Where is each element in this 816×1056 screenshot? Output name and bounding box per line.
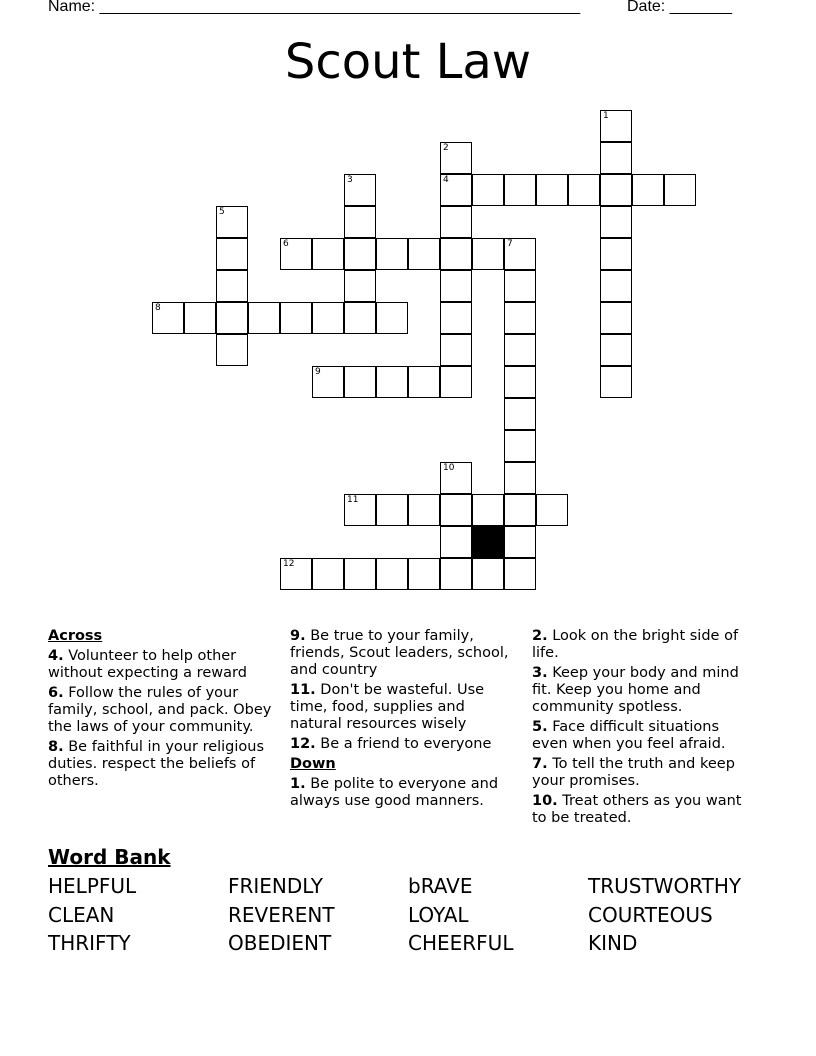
grid-cell[interactable] — [216, 238, 248, 270]
grid-cell[interactable] — [632, 174, 664, 206]
grid-cell[interactable] — [504, 174, 536, 206]
word-bank-item: TRUSTWORTHY — [588, 874, 742, 898]
grid-cell[interactable] — [600, 110, 632, 142]
cell-number: 4 — [443, 175, 449, 185]
grid-cell[interactable] — [344, 302, 376, 334]
grid-cell[interactable] — [536, 174, 568, 206]
grid-cell[interactable] — [312, 366, 344, 398]
grid-cell[interactable] — [344, 558, 376, 590]
grid-block — [472, 526, 504, 558]
clue-down-3: 3. Keep your body and mind fit. Keep you home and community spotless. — [532, 665, 739, 715]
grid-cell[interactable] — [376, 238, 408, 270]
grid-cell[interactable] — [408, 558, 440, 590]
grid-cell[interactable] — [440, 174, 472, 206]
word-bank-item: CHEERFUL — [408, 931, 514, 955]
down-heading: Down — [290, 756, 336, 772]
grid-cell[interactable] — [216, 334, 248, 366]
word-bank-item: OBEDIENT — [228, 931, 332, 955]
grid-cell[interactable] — [472, 494, 504, 526]
grid-cell[interactable] — [376, 558, 408, 590]
grid-cell[interactable] — [440, 206, 472, 238]
grid-cell[interactable] — [376, 366, 408, 398]
grid-cell[interactable] — [376, 302, 408, 334]
page-title: Scout Law — [284, 34, 532, 90]
grid-cell[interactable] — [344, 206, 376, 238]
grid-cell[interactable] — [344, 174, 376, 206]
grid-cell[interactable] — [600, 270, 632, 302]
grid-cell[interactable] — [440, 302, 472, 334]
grid-cell[interactable] — [504, 398, 536, 430]
grid-cell[interactable] — [376, 494, 408, 526]
grid-cell[interactable] — [280, 302, 312, 334]
grid-cell[interactable] — [440, 462, 472, 494]
grid-cell[interactable] — [312, 558, 344, 590]
grid-cell[interactable] — [536, 494, 568, 526]
grid-cell[interactable] — [440, 334, 472, 366]
grid-cell[interactable] — [600, 302, 632, 334]
cell-number: 11 — [347, 495, 359, 505]
clue-down-7: 7. To tell the truth and keep your promises. — [532, 756, 735, 789]
word-bank-title: Word Bank — [48, 845, 171, 869]
grid-cell[interactable] — [504, 238, 536, 270]
grid-cell[interactable] — [504, 302, 536, 334]
grid-cell[interactable] — [280, 238, 312, 270]
grid-cell[interactable] — [216, 206, 248, 238]
clue-across-4: 4. Volunteer to help other without expecting a reward — [48, 648, 247, 681]
word-bank-item: COURTEOUS — [588, 903, 713, 927]
cell-number: 6 — [283, 239, 289, 249]
clue-down-1: 1. Be polite to everyone and always use good manners. — [290, 776, 499, 809]
grid-cell[interactable] — [600, 142, 632, 174]
word-bank-item: LOYAL — [408, 903, 469, 927]
grid-cell[interactable] — [440, 238, 472, 270]
clue-down-10: 10. Treat others as you want to be treated. — [532, 793, 742, 826]
grid-cell[interactable] — [600, 366, 632, 398]
clues-column-1 — [48, 628, 276, 793]
grid-cell[interactable] — [472, 558, 504, 590]
word-bank-item: FRIENDLY — [228, 874, 323, 898]
clue-across-12: 12. Be a friend to everyone — [290, 736, 492, 752]
grid-cell[interactable] — [568, 174, 600, 206]
clues-column-3 — [532, 628, 758, 830]
clue-across-9: 9. Be true to your family, friends, Scout leaders, school, and country — [290, 628, 509, 678]
grid-cell[interactable] — [472, 238, 504, 270]
clue-across-11: 11. Don't be wasteful. Use time, food, supplies and natural resources wisely — [290, 682, 485, 732]
grid-cell[interactable] — [184, 302, 216, 334]
cell-number: 12 — [283, 559, 295, 569]
grid-cell[interactable] — [344, 238, 376, 270]
grid-cell[interactable] — [440, 142, 472, 174]
grid-cell[interactable] — [312, 302, 344, 334]
grid-cell[interactable] — [344, 366, 376, 398]
grid-cell[interactable] — [152, 302, 184, 334]
grid-cell[interactable] — [312, 238, 344, 270]
clue-down-5: 5. Face difficult situations even when you feel afraid. — [532, 719, 726, 752]
grid-cell[interactable] — [504, 558, 536, 590]
word-bank-item: KIND — [588, 931, 638, 955]
word-bank-item: bRAVE — [408, 874, 473, 898]
cell-number: 1 — [603, 111, 609, 121]
cell-number: 2 — [443, 143, 449, 153]
grid-cell[interactable] — [408, 238, 440, 270]
clue-down-2: 2. Look on the bright side of life. — [532, 628, 739, 661]
grid-cell[interactable] — [344, 494, 376, 526]
word-bank-item: CLEAN — [48, 903, 115, 927]
grid-cell[interactable] — [440, 270, 472, 302]
across-heading: Across — [48, 628, 103, 644]
grid-cell[interactable] — [280, 558, 312, 590]
grid-cell[interactable] — [248, 302, 280, 334]
cell-number: 10 — [443, 463, 455, 473]
word-bank-item: HELPFUL — [48, 874, 137, 898]
grid-cell[interactable] — [440, 494, 472, 526]
grid-cell[interactable] — [600, 206, 632, 238]
cell-number: 8 — [155, 303, 161, 313]
grid-cell[interactable] — [504, 430, 536, 462]
clue-across-8: 8. Be faithful in your religious duties. respect the beliefs of others. — [48, 739, 265, 789]
cell-number: 9 — [315, 367, 321, 377]
grid-cell[interactable] — [600, 334, 632, 366]
name-field-label: Name: ______________________________________________________ — [48, 0, 581, 15]
grid-cell[interactable] — [504, 270, 536, 302]
grid-cell[interactable] — [504, 334, 536, 366]
grid-cell[interactable] — [664, 174, 696, 206]
date-field-label: Date: _______ — [627, 0, 732, 15]
word-bank-item: REVERENT — [228, 903, 335, 927]
grid-cell[interactable] — [440, 366, 472, 398]
grid-cell[interactable] — [504, 526, 536, 558]
cell-number: 3 — [347, 175, 353, 185]
clue-across-6: 6. Follow the rules of your family, school, and pack. Obey the laws of your community. — [48, 685, 272, 735]
grid-cell[interactable] — [408, 494, 440, 526]
cell-number: 7 — [507, 239, 513, 249]
grid-cell[interactable] — [344, 270, 376, 302]
grid-cell[interactable] — [216, 302, 248, 334]
grid-cell[interactable] — [216, 270, 248, 302]
grid-cell[interactable] — [600, 238, 632, 270]
grid-cell[interactable] — [504, 462, 536, 494]
clues-column-2 — [290, 628, 520, 813]
grid-cell[interactable] — [600, 174, 632, 206]
grid-cell[interactable] — [504, 494, 536, 526]
grid-cell[interactable] — [440, 558, 472, 590]
grid-cell[interactable] — [472, 174, 504, 206]
cell-number: 5 — [219, 207, 225, 217]
grid-cell[interactable] — [504, 366, 536, 398]
grid-cell[interactable] — [440, 526, 472, 558]
word-bank-item: THRIFTY — [48, 931, 131, 955]
grid-cell[interactable] — [408, 366, 440, 398]
